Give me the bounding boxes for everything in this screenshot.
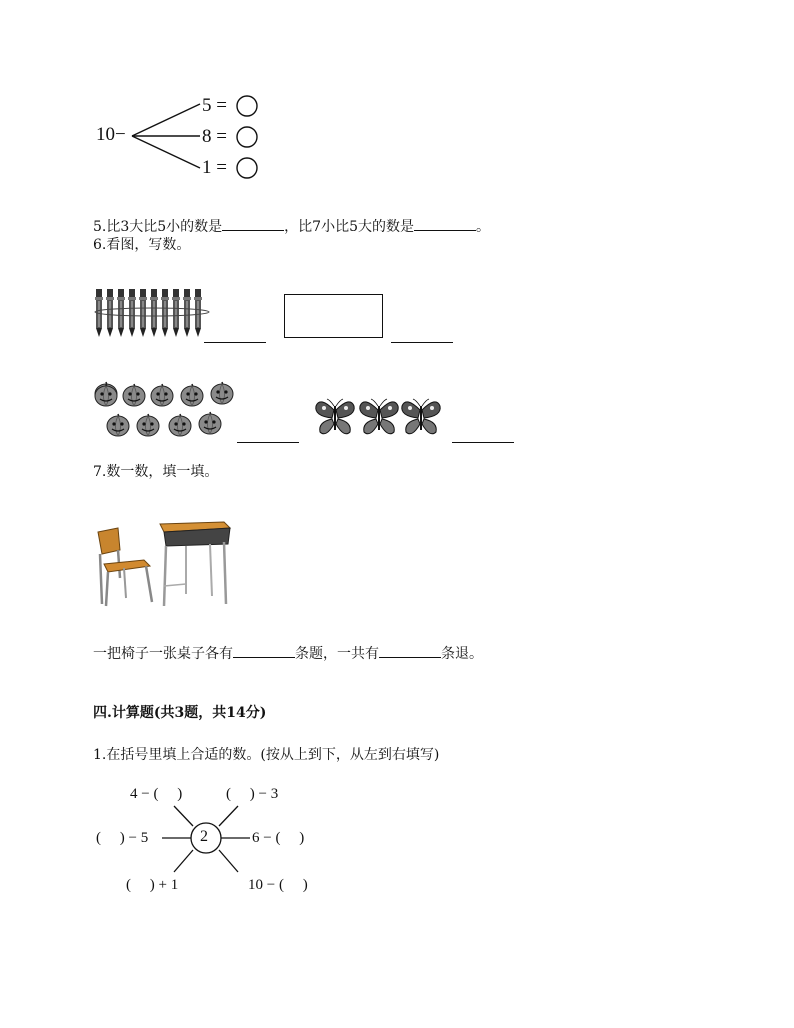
label-top-right: ( ) − 3	[226, 786, 279, 802]
q5-answer-blank-2[interactable]	[414, 216, 476, 231]
q5-text-3: 。	[476, 219, 490, 235]
q6-answer-line-3[interactable]	[237, 442, 299, 443]
label-bottom-left: ( ) + 1	[126, 877, 179, 893]
label-right: 6 − ( )	[252, 830, 305, 846]
section-4-title: 四.计算题(共3题，共14分)	[93, 705, 267, 721]
q7-title: 7.数一数，填一填。	[93, 464, 219, 480]
q7-text-1: 一把椅子一张桌子各有	[93, 646, 233, 662]
label-left: ( ) − 5	[96, 830, 149, 846]
pencils-icon	[94, 287, 210, 339]
answer-circle	[237, 127, 257, 147]
answer-circle	[237, 158, 257, 178]
question-7	[93, 643, 483, 663]
question-5	[93, 216, 490, 236]
tree-branches	[90, 92, 280, 182]
butterflies-icon	[314, 398, 444, 440]
q6-answer-box[interactable]	[284, 294, 383, 338]
q5-text-1: 5.比3大比5小的数是	[93, 219, 223, 235]
center-number: 2	[200, 828, 208, 845]
q6-answer-line-4[interactable]	[452, 442, 514, 443]
answer-circle	[237, 96, 257, 116]
q5-answer-blank-1[interactable]	[222, 216, 284, 231]
label-top-left: 4 − ( )	[130, 786, 183, 802]
tree-root: 10−	[96, 124, 126, 145]
chair-and-desk-icon	[94, 518, 234, 610]
q7-answer-blank-1[interactable]	[233, 643, 295, 658]
q6-answer-line-2[interactable]	[391, 342, 453, 343]
q6-answer-line-1[interactable]	[204, 342, 266, 343]
q7-text-3: 条退。	[441, 646, 483, 662]
q6-title: 6.看图，写数。	[93, 237, 191, 253]
tree-branch-3: 1 =	[202, 157, 227, 178]
calc-1-title: 1.在括号里填上合适的数。(按从上到下，从左到右填写)	[93, 747, 440, 763]
label-bottom-right: 10 − ( )	[248, 877, 308, 893]
q7-answer-blank-2[interactable]	[379, 643, 441, 658]
radial-calc-diagram	[94, 780, 316, 898]
tree-branch-2: 8 =	[202, 126, 227, 147]
tree-branch-1: 5 =	[202, 95, 227, 116]
q7-text-2: 条题，一共有	[295, 646, 379, 662]
pumpkins-icon	[94, 380, 238, 442]
subtraction-tree	[90, 92, 280, 182]
q5-text-2: ，比7小比5大的数是	[284, 219, 414, 235]
